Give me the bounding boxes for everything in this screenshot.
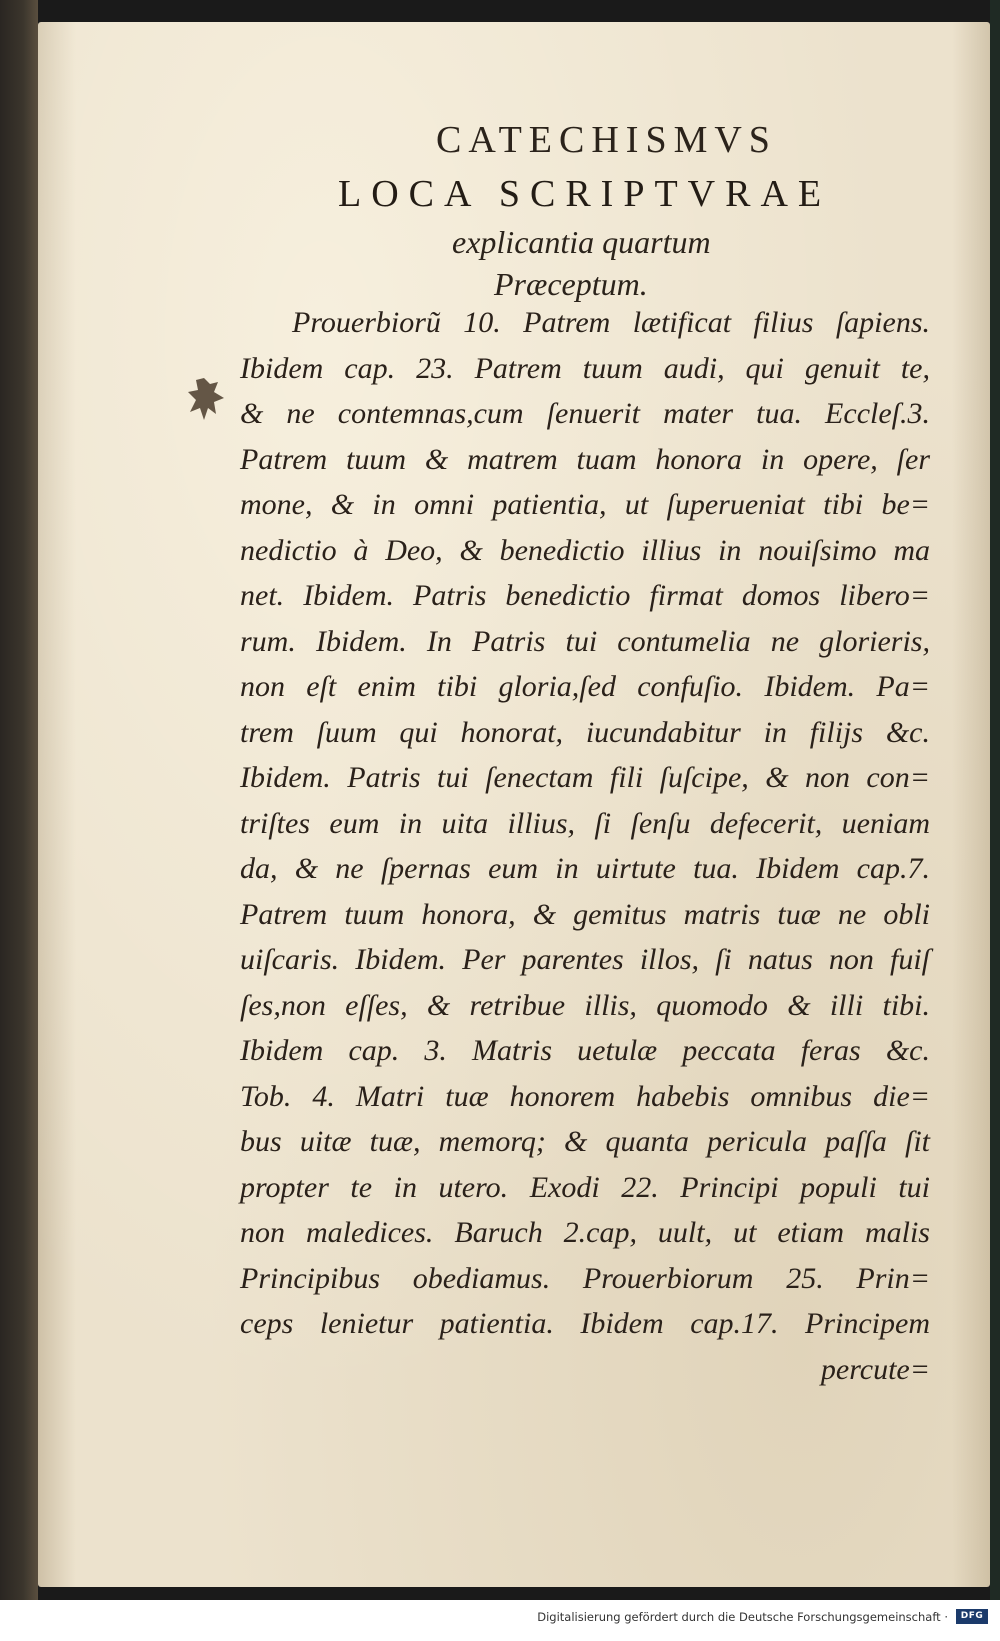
section-title: LOCA SCRIPTVRAE [338, 173, 832, 215]
dfg-logo: DFG [956, 1609, 988, 1624]
body-line: ſes,non eſſes, & retribue illis, quomodo & illi tibi. [240, 988, 930, 1022]
footer-bar [0, 1600, 1000, 1641]
body-line: propter te in utero. Exodi 22. Principi populi tui [240, 1170, 930, 1204]
body-line: Patrem tuum honora, & gemitus matris tuæ ne obli [240, 897, 930, 931]
body-line: triſtes eum in uita illius, ſi ſenſu defecerit, ueniam [240, 806, 930, 840]
body-line: ceps lenietur patientia. Ibidem cap.17. Principem [240, 1307, 930, 1340]
body-line: Principibus obediamus. Prouerbiorum 25. Prin= [240, 1261, 930, 1295]
body-line: da, & ne ſpernas eum in uirtute tua. Ibidem cap.7. [240, 852, 930, 885]
catchword: percute= [820, 1352, 930, 1386]
body-line: Ibidem. Patris tui ſenectam fili ſuſcipe, & non con= [240, 761, 930, 794]
book-cover-edge [990, 0, 1000, 1600]
body-line: Ibidem cap. 23. Patrem tuum audi, qui genuit te, [240, 351, 930, 385]
body-line: & ne contemnas,cum ſenuerit mater tua. Eccleſ.3. [240, 397, 930, 430]
funding-credit: Digitalisierung gefördert durch die Deutsche Forschungsgemeinschaft · [537, 1610, 948, 1624]
body-line: mone, & in omni patientia, ut ſuperueniat tibi be= [240, 488, 930, 521]
body-line: Patrem tuum & matrem tuam honora in opere, ſer [240, 442, 930, 476]
body-line: bus uitæ tuæ, memorq; & quanta pericula paſſa ſit [240, 1125, 930, 1158]
running-head: CATECHISMVS [436, 119, 777, 161]
body-line: non maledices. Baruch 2.cap, uult, ut etiam malis [240, 1216, 930, 1249]
subtitle-line-1: explicantia quartum [452, 224, 711, 260]
subtitle-line-2: Præceptum. [494, 266, 648, 302]
body-line: non eſt enim tibi gloria,ſed confuſio. Ibidem. Pa= [240, 670, 930, 703]
ink-stain-mark [186, 374, 226, 422]
body-line: trem ſuum qui honorat, iucundabitur in filijs &c. [240, 715, 930, 749]
body-line: net. Ibidem. Patris benedictio firmat domos libero= [240, 579, 930, 612]
book-binding-edge [0, 0, 38, 1600]
body-line: rum. Ibidem. In Patris tui contumelia ne glorieris, [240, 624, 930, 658]
body-line: Tob. 4. Matri tuæ honorem habebis omnibus die= [240, 1079, 930, 1113]
body-line: Prouerbiorũ 10. Patrem lætificat filius ſapiens. [292, 306, 930, 339]
body-line: nedictio à Deo, & benedictio illius in nouiſsimo ma [240, 533, 930, 567]
body-text [240, 300, 930, 1392]
body-line: Ibidem cap. 3. Matris uetulæ peccata feras &c. [240, 1034, 930, 1067]
body-line: uiſcaris. Ibidem. Per parentes illos, ſi natus non fuiſ [240, 943, 930, 976]
